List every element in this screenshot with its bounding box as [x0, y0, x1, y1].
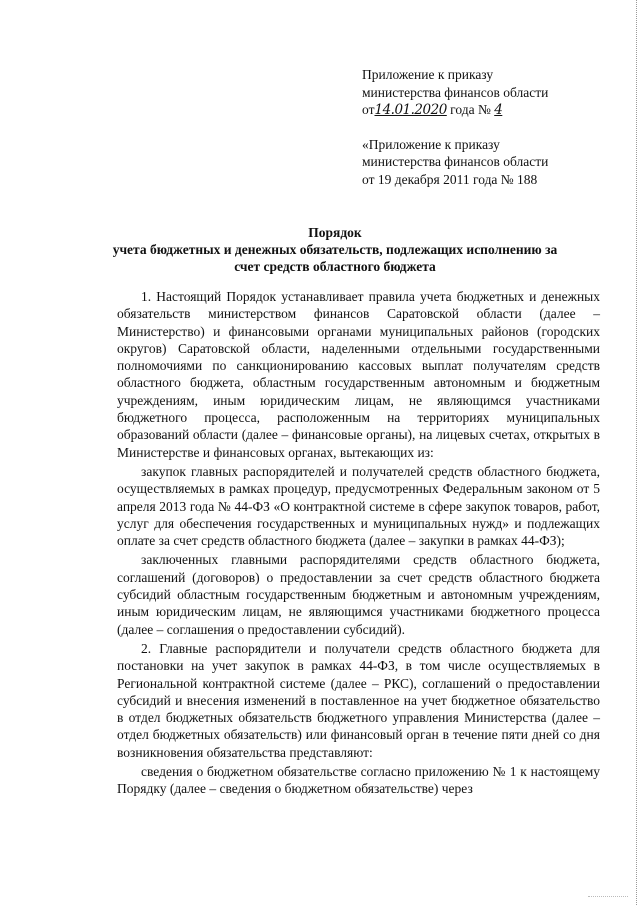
header-line-2: министерства финансов области: [362, 84, 549, 100]
handwritten-date: 14.01.2020: [374, 102, 447, 118]
document-body: [117, 288, 600, 800]
paragraph-2: закупок главных распорядителей и получателей средств областного бюджета, осуществляемых в рамках процедур, предусмотренных Федеральным законом от 5 апреля 2013 года № 44-ФЗ «О контрактной системе в сфере закупок товаров, работ, услуг для обеспечения государственных и муниципальных нужд» и подлежащих оплате за счет средств областного бюджета (далее – закупки в рамках 44-ФЗ);: [117, 463, 600, 549]
header-line-5: министерства финансов области: [362, 154, 549, 169]
header-date-prefix: от: [362, 102, 375, 117]
header-line-3: [362, 101, 602, 120]
paragraph-1: 1. Настоящий Порядок устанавливает правила учета бюджетных и денежных обязательств министерством финансов Саратовской области (далее – Министерство) и финансовыми органами муниципальных районов (городских округов) Саратовской области, наделенными отдельными государственными полномочиями по санкционированию кассовых выплат получателям средств областного бюджета, областным государственным автономным и бюджетным учреждениям, иным юридическим лицам, не являющимся участниками бюджетного процесса, расположенным на территориях муниципальных образований области (далее – финансовые органы), на лицевых счетах, открытых в Министерстве и финансовых органах, вытекающих из:: [117, 289, 600, 460]
header-line-6: от 19 декабря 2011 года № 188: [362, 171, 538, 187]
title-line-1: Порядок: [308, 225, 362, 240]
header-line-4: «Приложение к приказу: [362, 136, 500, 152]
header-number-label: года №: [450, 102, 491, 117]
appendix-header: [362, 66, 602, 188]
scan-artifact: [588, 896, 628, 901]
paragraph-3: заключенных главными распорядителями средств областного бюджета, соглашений (договоров) о предоставлении за счет средств областного бюджета субсидий областным государственным бюджетным и автономным учреждениям, иным юридическим лицам, не являющимся участниками бюджетного процесса (далее – соглашения о предоставлении субсидий).: [117, 552, 600, 637]
scan-edge: [636, 0, 640, 905]
document-title: [70, 224, 600, 275]
paragraph-5: сведения о бюджетном обязательстве согласно приложению № 1 к настоящему Порядку (далее – сведения о бюджетном обязательстве) через: [117, 764, 600, 797]
title-line-2: учета бюджетных и денежных обязательств, подлежащих исполнению за: [112, 242, 558, 257]
paragraph-4: 2. Главные распорядители и получатели средств областного бюджета для постановки на учет закупок в рамках 44-ФЗ, в том числе осуществляемых в Региональной контрактной системе (далее – РКС), соглашений о предоставлении субсидий и внесения изменений в поставленное на учет бюджетное обязательство в отдел бюджетных обязательств бюджетного управления Министерства (далее – отдел бюджетных обязательств) или финансовый орган в течение пяти дней со дня возникновения обязательства представляют:: [117, 640, 600, 760]
header-line-1: Приложение к приказу: [362, 67, 494, 82]
handwritten-order-number: 4: [494, 102, 503, 118]
title-line-3: счет средств областного бюджета: [234, 259, 436, 274]
